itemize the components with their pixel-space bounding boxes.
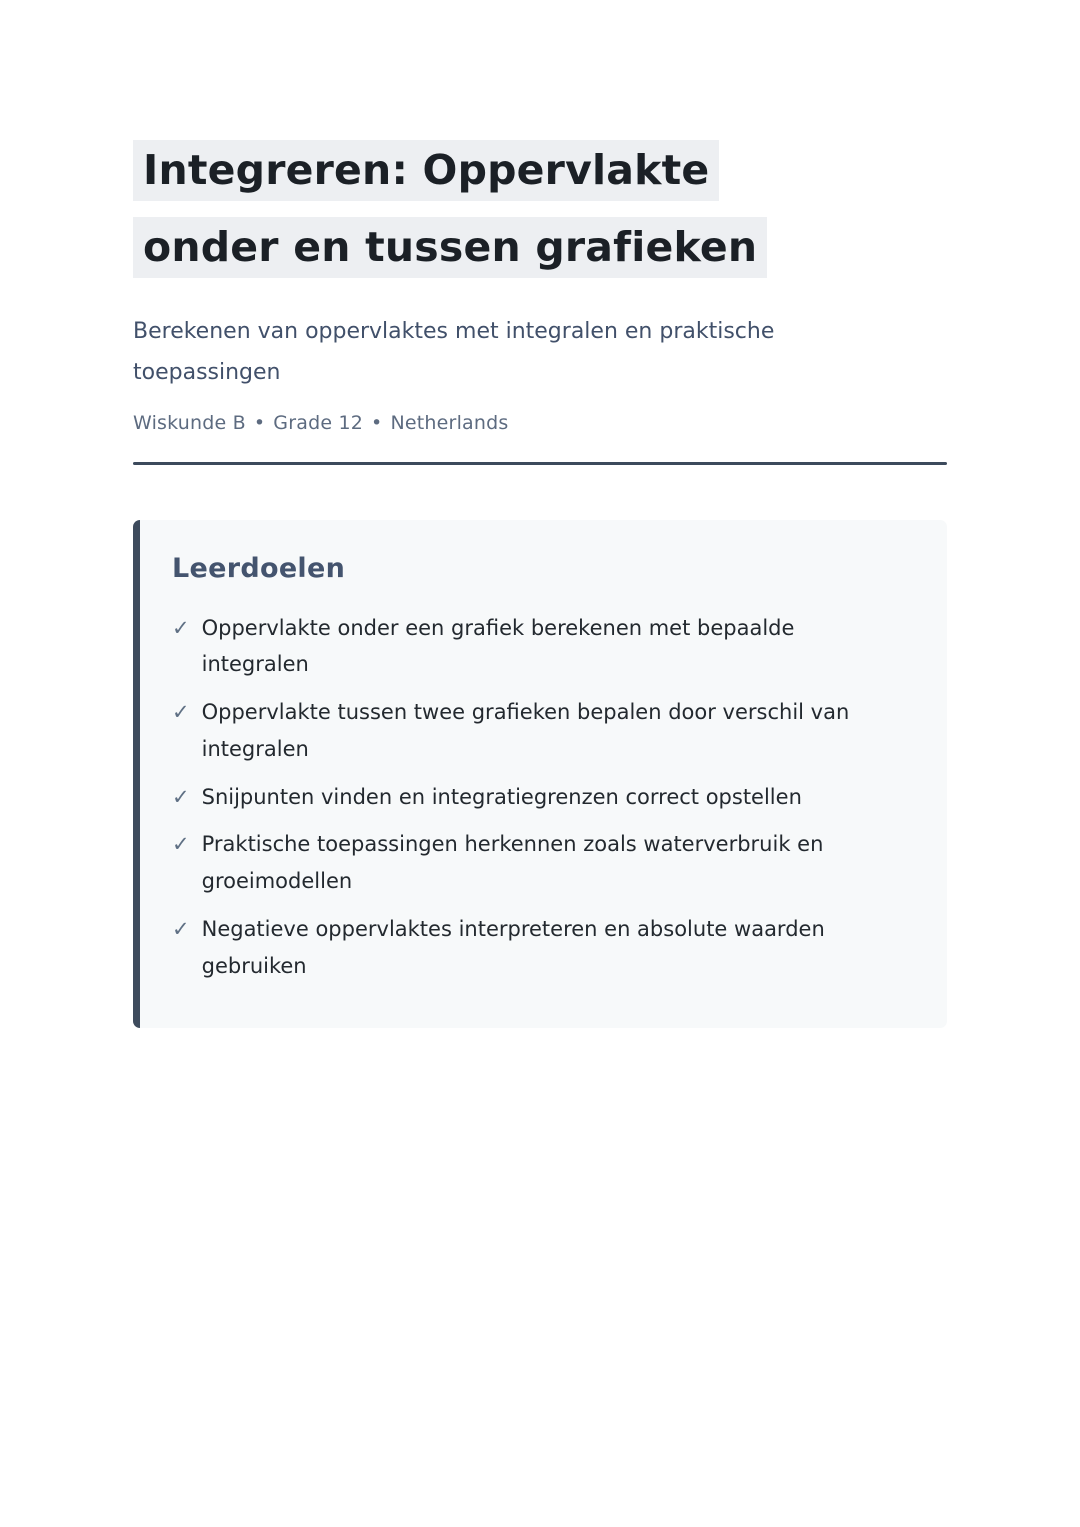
bullet-separator-icon: • — [371, 411, 383, 434]
document-content — [133, 0, 947, 1028]
page-title-line-2: onder en tussen grafieken — [133, 217, 767, 278]
page-title-line-1: Integreren: Oppervlakte — [133, 140, 719, 201]
page-title — [133, 132, 947, 286]
section-divider — [133, 462, 947, 465]
page-subtitle: Berekenen van oppervlaktes met integralen en praktische toepassingen — [133, 319, 775, 385]
checkmark-icon: ✓ — [172, 615, 190, 640]
checkmark-icon: ✓ — [172, 916, 190, 941]
objective-text: Oppervlakte tussen twee grafieken bepalen door verschil van integralen — [201, 700, 850, 761]
objective-text: Praktische toepassingen herkennen zoals waterverbruik en groeimodellen — [201, 832, 824, 894]
meta-grade: Grade 12 — [273, 411, 364, 434]
list-item — [172, 610, 911, 684]
objectives-list — [172, 610, 911, 985]
list-item — [172, 694, 911, 768]
objectives-card — [133, 520, 947, 1029]
checkmark-icon: ✓ — [172, 700, 190, 725]
checkmark-icon: ✓ — [172, 784, 190, 809]
list-item — [172, 826, 911, 900]
checkmark-icon: ✓ — [172, 832, 190, 857]
objective-text: Snijpunten vinden en integratiegrenzen correct opstellen — [201, 784, 802, 809]
list-item — [172, 911, 911, 985]
objective-text: Oppervlakte onder een grafiek berekenen met bepaalde integralen — [201, 615, 795, 677]
objective-text: Negatieve oppervlaktes interpreteren en absolute waarden gebruiken — [201, 916, 825, 978]
list-item — [172, 779, 911, 816]
objectives-heading: Leerdoelen — [172, 552, 346, 584]
bullet-separator-icon: • — [253, 411, 266, 434]
meta-country: Netherlands — [390, 411, 509, 434]
meta-subject: Wiskunde B — [133, 411, 246, 434]
document-meta — [133, 412, 947, 434]
